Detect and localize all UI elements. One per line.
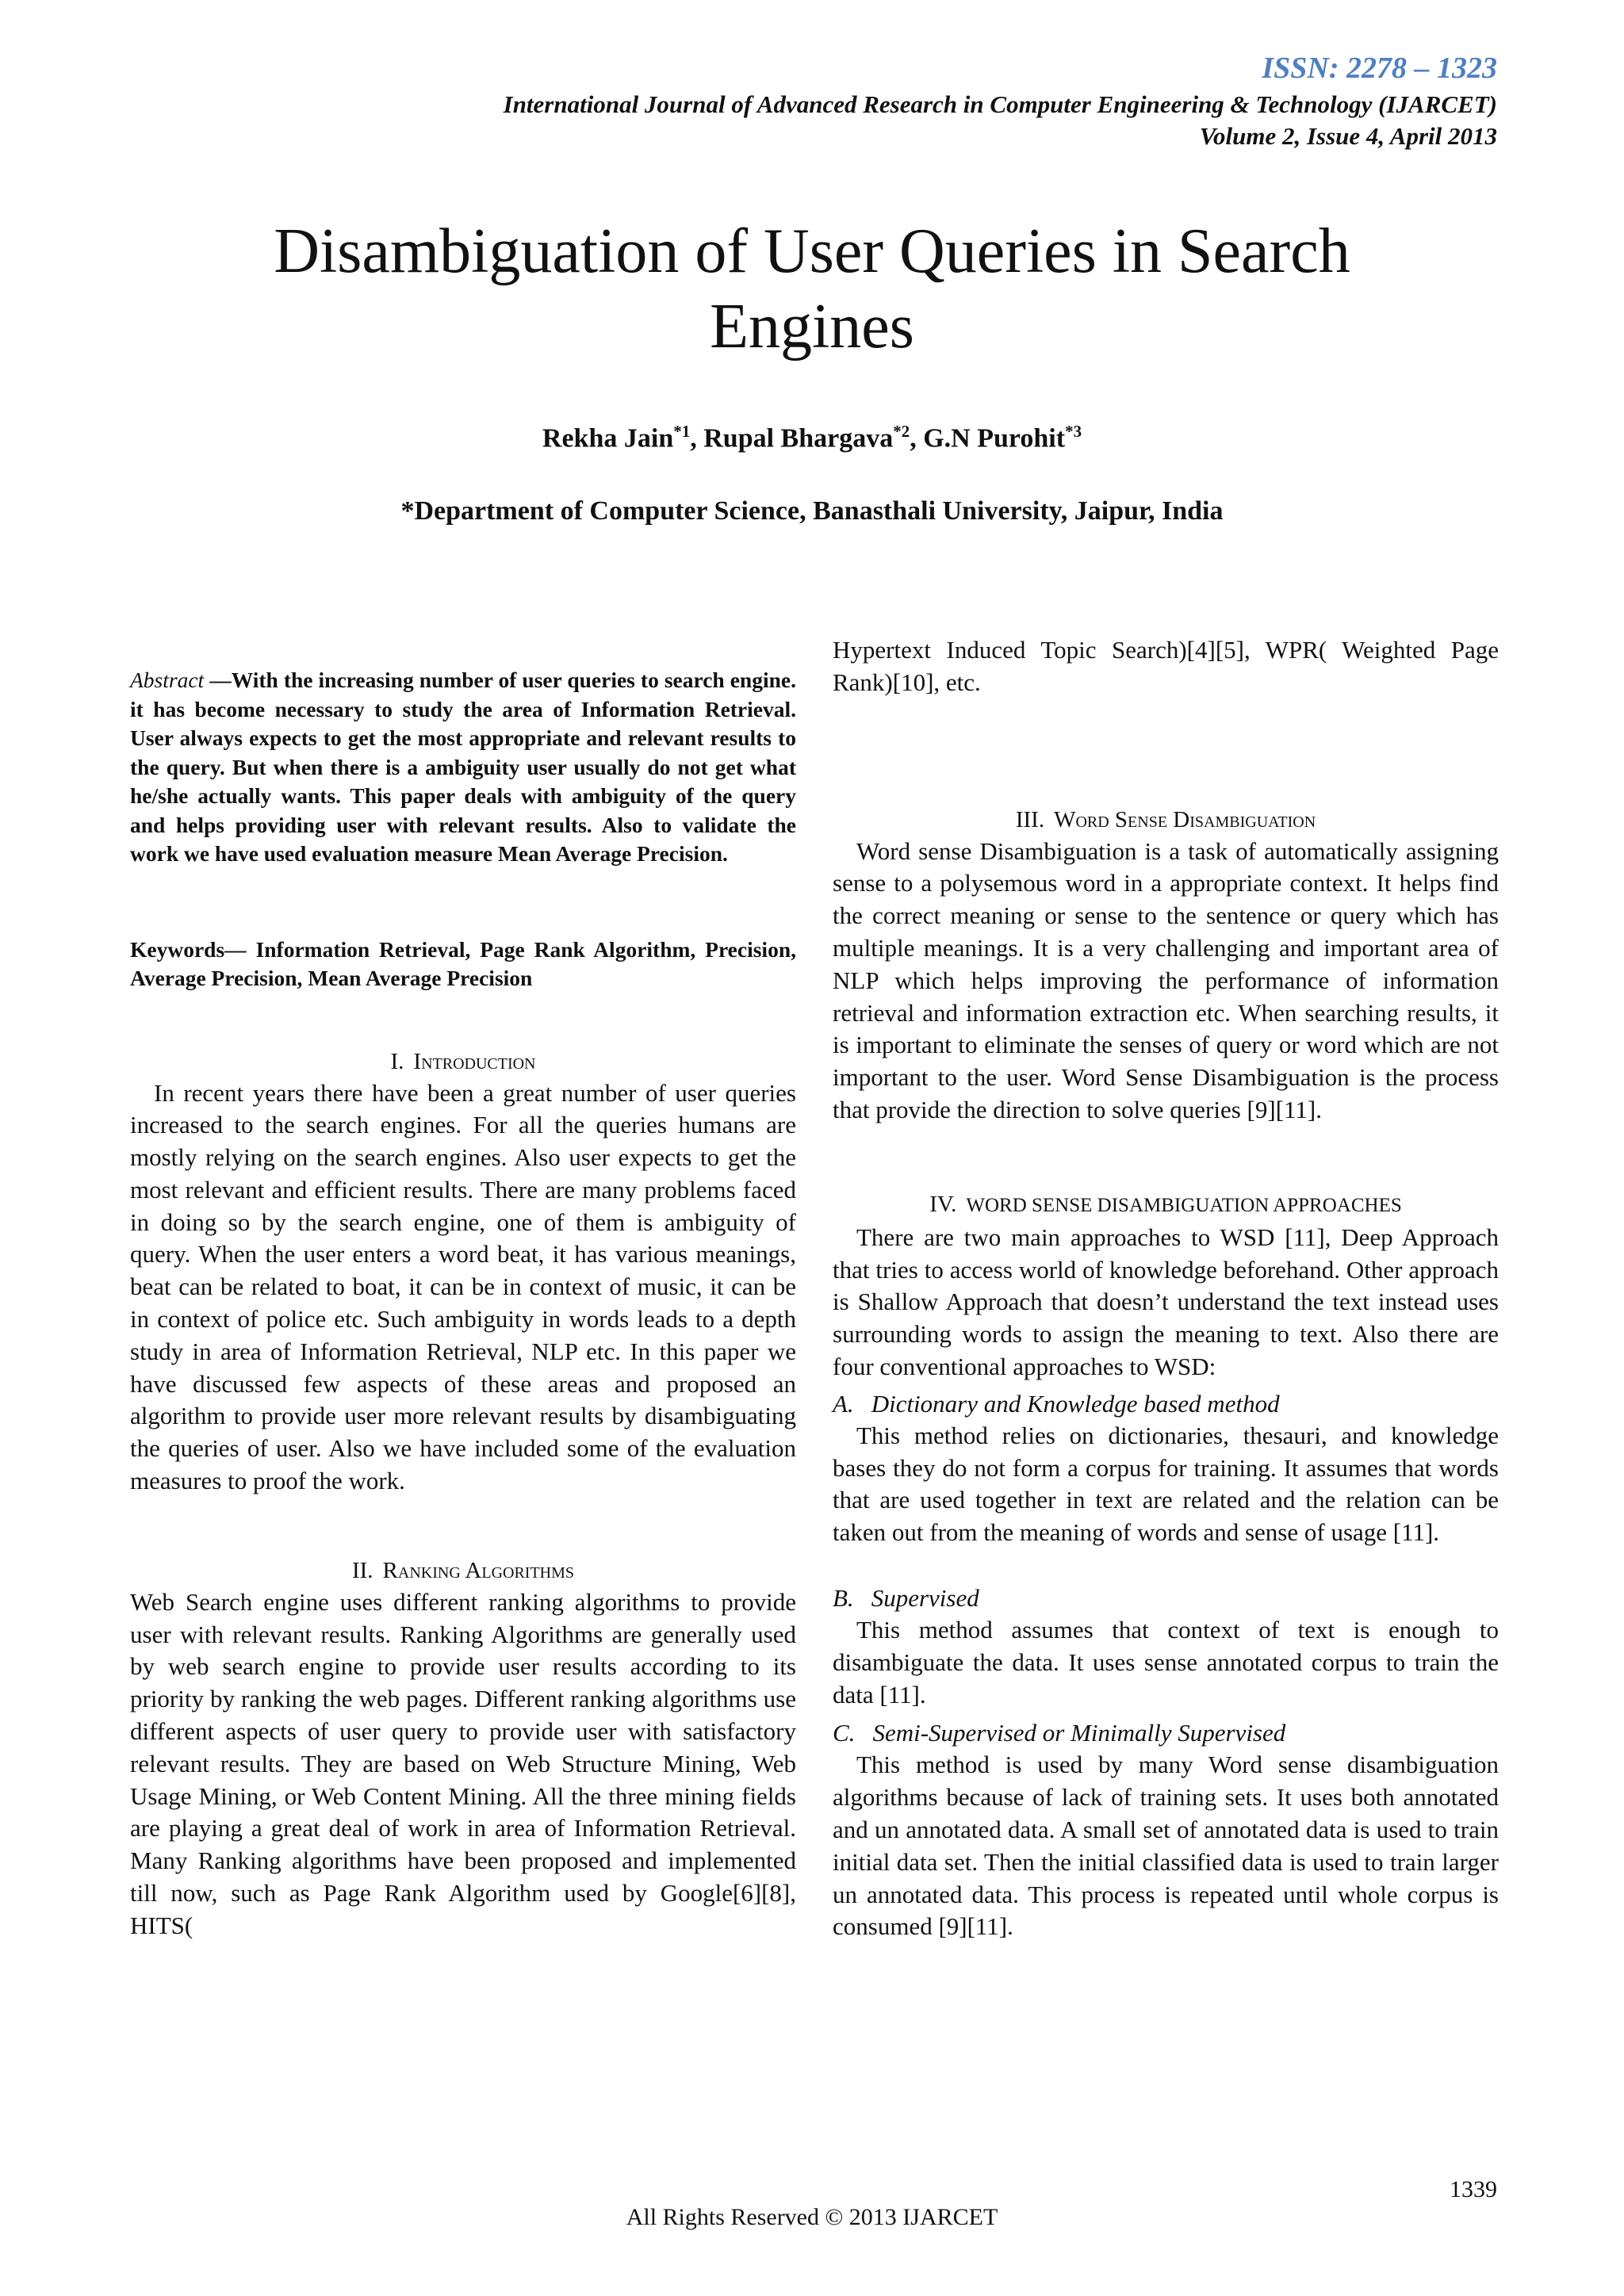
abstract [130,666,796,869]
abstract-label: Abstract [130,668,205,692]
subsection-letter: B. [833,1583,854,1612]
section-number: IV. [929,1191,957,1217]
issn-header: ISSN: 2278 – 1323 [1262,52,1497,85]
volume-issue: Volume 2, Issue 4, April 2013 [1199,122,1497,150]
dictionary-paragraph: This method relies on dictionaries, thesauri, and knowledge bases they do not form a corpus for training. It assumes that words that are used together in text are related and the relation can be taken out from the meaning of words and sense of usage [11]. [833,1421,1499,1547]
subsection-title: Dictionary and Knowledge based method [871,1389,1280,1418]
subsection-title: Supervised [871,1583,979,1612]
abstract-text: —With the increasing number of user queries to search engine. it has become necessary to study the area of Information Retrieval. User always expects to get the most appropriate and relevant results to the query. But when there is a ambiguity user usually do not get what he/she actually wants. This paper deals with ambiguity of the query and helps providing user with relevant results. Also to validate the work we have used evaluation measure Mean Average Precision. [130,668,796,866]
ranking-paragraph: Web Search engine uses different ranking algorithms to provide user with relevant results. Ranking Algorithms are generally used by web search engine to provide user results according to its priority by ranking the web pages. Different ranking algorithms use different aspects of user query to provide user with satisfactory relevant results. They are based on Web Structure Mining, Web Usage Mining, or Web Content Mining. All the three mining fields are playing a great deal of work in area of Information Retrieval. Many Ranking algorithms have been proposed and implemented till now, such as Page Rank Algorithm used by Google[6][8], HITS( [130,1587,796,1939]
author-separator: , [910,423,924,453]
section-title: Ranking Algorithms [382,1557,575,1583]
section-number: II. [351,1557,373,1583]
approaches-paragraph: There are two main approaches to WSD [11], Deep Approach that tries to access world of knowledge beforehand. Other approach is Shallow Approach that doesn’t understand the text instead uses surrounding words to assign the meaning to text. Also there are four conventional approaches to WSD: [833,1223,1499,1380]
author-superscript: *1 [673,422,691,441]
author-name: G.N Purohit [923,423,1066,453]
author-superscript: *2 [893,422,910,441]
journal-name: International Journal of Advanced Research in Computer Engineering & Technology (IJARCET) [503,90,1497,118]
affiliation: *Department of Computer Science, Banasthali University, Jaipur, India [400,496,1224,526]
subsection-heading-dictionary [833,1388,1499,1420]
keywords: Keywords— Information Retrieval, Page Rank Algorithm, Precision, Average Precision, Mean Average Precision [130,936,796,990]
section-heading-wsd [833,804,1499,836]
section-title: Word Sense Disambiguation [1054,806,1316,832]
section-title: Introduction [413,1048,536,1074]
copyright-footer: All Rights Reserved © 2013 IJARCET [626,2204,998,2230]
semi-supervised-paragraph: This method is used by many Word sense disambiguation algorithms because of lack of training sets. It uses both annotated and un annotated data. A small set of annotated data is used to train initial data set. Then the initial classified data is used to train larger un annotated data. This process is repeated until whole corpus is consumed [9][11]. [833,1751,1499,1941]
left-column [130,666,796,1942]
author-superscript: *3 [1065,422,1082,441]
section-title: WORD SENSE DISAMBIGUATION APPROACHES [966,1194,1402,1216]
supervised-paragraph: This method assumes that context of text is enough to disambiguate the data. It uses sense annotated corpus to train the data [11]. [833,1615,1499,1709]
ranking-paragraph-continued: Hypertext Induced Topic Search)[4][5], WPR( Weighted Page Rank)[10], etc. [833,636,1499,696]
section-heading-ranking [130,1555,796,1586]
wsd-paragraph: Word sense Disambiguation is a task of automatically assigning sense to a polysemous word in a appropriate context. It helps find the correct meaning or sense to the sentence or query which has multiple meanings. It is a very challenging and important area of NLP which helps improving the performance of information retrieval and information extraction etc. When searching results, it is important to eliminate the senses of query or word which are not important to the user. Word Sense Disambiguation is the process that provide the direction to solve queries [9][11]. [833,836,1499,1123]
page-number: 1339 [1450,2176,1497,2202]
section-heading-approaches [833,1188,1499,1222]
section-number: I. [390,1048,404,1074]
subsection-heading-semi-supervised [833,1717,1499,1749]
author-name: Rekha Jain [542,423,674,453]
subsection-letter: C. [833,1719,856,1747]
author-name: Rupal Bhargava [703,423,894,453]
introduction-paragraph: In recent years there have been a great number of user queries increased to the search engines. For all the queries humans are mostly relying on the search engines. Also user expects to get the most relevant and efficient results. There are many problems faced in doing so by the search engine, one of them is ambiguity of query. When the user enters a word beat, it has various meanings, beat can be related to boat, it can be in context of music, it can be in context of police etc. Such ambiguity in words leads to a depth study in area of Information Retrieval, NLP etc. In this paper we have discussed few aspects of these areas and proposed an algorithm to provide user more relevant results by disambiguating the queries of user. Also we have included some of the evaluation measures to proof the work. [130,1078,796,1495]
author-list [0,422,1624,453]
paper-title-line-1: Disambiguation of User Queries in Search [274,216,1350,286]
subsection-heading-supervised [833,1582,1499,1614]
paper-title [174,214,1450,365]
paper-title-line-2: Engines [710,292,914,362]
right-column [833,634,1499,1943]
subsection-letter: A. [833,1389,854,1418]
section-number: III. [1015,806,1045,832]
section-heading-introduction [130,1046,796,1077]
author-separator: , [690,423,704,453]
subsection-title: Semi-Supervised or Minimally Supervised [872,1719,1286,1747]
